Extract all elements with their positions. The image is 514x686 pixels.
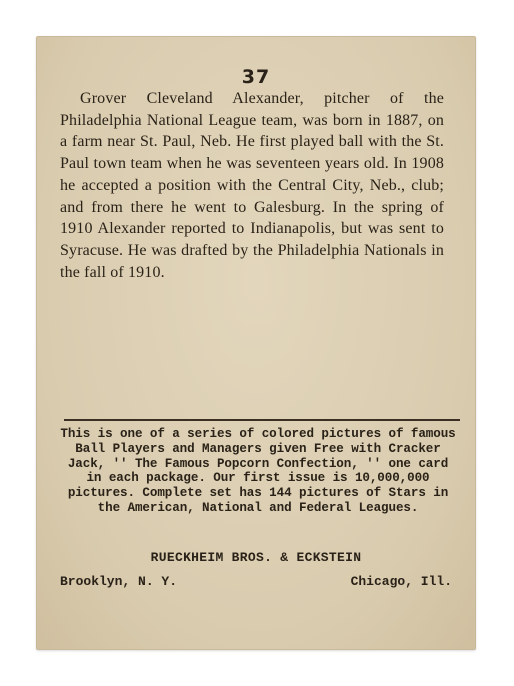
card-number: 37 — [241, 66, 271, 88]
divider-rule — [64, 419, 460, 421]
player-biography: Grover Cleveland Alexander, pitcher of the Philadelphia National League team, was born in 1887, on a farm near St. Paul, Neb. He first played ball with the St. Paul town team when he was seventeen years old. In 1908 he accepted a position with the Central City, Neb., club; and from there he went to Galesburg. In the spring of 1910 Alexander reported to Indianapolis, but was sent to Syracuse. He was drafted by the Philadelphia Nationals in the fall of 1910. — [60, 90, 444, 281]
company-name: RUECKHEIM BROS. & ECKSTEIN — [150, 550, 362, 565]
city-brooklyn: Brooklyn, N. Y. — [60, 574, 178, 589]
baseball-card-back — [36, 36, 476, 650]
promotional-text: This is one of a series of colored pictures of famous Ball Players and Managers given Free with Cracker Jack, '' The Famous Popcorn Confection, '' one card in each package. Our first issue is 10,000,000 pictures. Complete set has 144 pictures of Stars in the American, National and Federal Leagues. — [60, 427, 456, 515]
city-chicago: Chicago, Ill. — [350, 574, 452, 589]
